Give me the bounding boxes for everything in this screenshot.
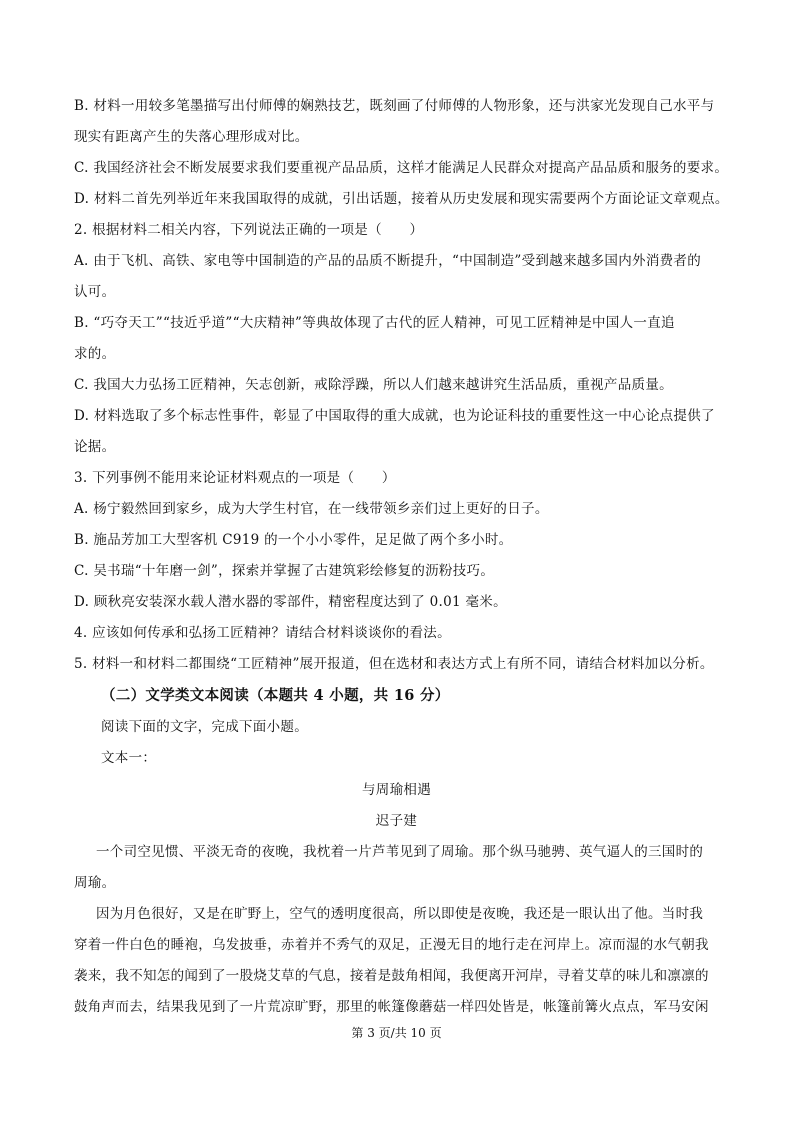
q1-option-b-line1: B. 材料一用较多笔墨描写出付师傅的娴熟技艺，既刻画了付师傅的人物形象，还与洪家光发现自己水平与 xyxy=(74,98,715,114)
article-title: 与周瑜相遇 xyxy=(362,782,431,798)
paragraph-1-line1: 一个司空见惯、平淡无奇的夜晚，我枕着一片芦苇见到了周瑜。那个纵马驰骋、英气逼人的三国时的 xyxy=(96,844,704,860)
page-footer: 第 3 页/共 10 页 xyxy=(351,1026,442,1040)
q3-stem: 3. 下列事例不能用来论证材料观点的一项是（ ） xyxy=(74,470,396,486)
q2-option-a-line2: 认可。 xyxy=(74,284,116,300)
q2-option-d-line2: 论据。 xyxy=(74,439,116,455)
q2-option-b-line2: 求的。 xyxy=(74,346,116,362)
q3-option-c: C. 吴书瑞“十年磨一剑”，探索并掌握了古建筑彩绘修复的沥粉技巧。 xyxy=(74,563,495,579)
q2-option-c: C. 我国大力弘扬工匠精神，矢志创新，戒除浮躁，所以人们越来越讲究生活品质，重视产品质量。 xyxy=(74,377,673,393)
article-author: 迟子建 xyxy=(375,813,418,829)
q3-option-d: D. 顾秋亮安装深水载人潜水器的零部件，精密程度达到了 0.01 毫米。 xyxy=(74,594,507,610)
section-heading: （二）文学类文本阅读（本题共 4 小题，共 16 分） xyxy=(101,687,450,704)
q3-option-b: B. 施品芳加工大型客机 C919 的一个小小零件，足足做了两个多小时。 xyxy=(74,532,513,548)
text-label: 文本一： xyxy=(101,750,157,766)
q3-option-a: A. 杨宁毅然回到家乡，成为大学生村官，在一线带领乡亲们过上更好的日子。 xyxy=(74,501,549,517)
paragraph-2-line3: 袭来，我不知怎的闻到了一股烧艾草的气息，接着是鼓角相闻，我便离开河岸，寻着艾草的味儿和凛凛的 xyxy=(74,968,709,984)
paragraph-1-line2: 周瑜。 xyxy=(74,875,116,891)
q1-option-c: C. 我国经济社会不断发展要求我们要重视产品品质，这样才能满足人民群众对提高产品品质和服务的要求。 xyxy=(74,160,729,176)
paragraph-2-line1: 因为月色很好，又是在旷野上，空气的透明度很高，所以即使是夜晚，我还是一眼认出了他。当时我 xyxy=(96,906,704,922)
q1-option-b-line2: 现实有距离产生的失落心理形成对比。 xyxy=(74,129,309,145)
q1-option-d: D. 材料二首先列举近年来我国取得的成就，引出话题，接着从历史发展和现实需要两个方面论证文章观点。 xyxy=(74,191,729,207)
paragraph-2-line2: 穿着一件白色的睡袍，乌发披垂，赤着并不秀气的双足，正漫无目的地行走在河岸上。凉而湿的水气朝我 xyxy=(74,937,709,953)
q2-stem: 2. 根据材料二相关内容，下列说法正确的一项是（ ） xyxy=(74,222,424,238)
q5: 5. 材料一和材料二都围绕“工匠精神”展开报道，但在选材和表达方式上有所不同，请结合材料加以分析。 xyxy=(74,656,714,672)
q4: 4. 应该如何传承和弘扬工匠精神？请结合材料谈谈你的看法。 xyxy=(74,625,451,641)
reading-instruction: 阅读下面的文字，完成下面小题。 xyxy=(101,719,308,735)
q2-option-b-line1: B. “巧夺天工”“技近乎道”“大庆精神”等典故体现了古代的匠人精神，可见工匠精神是中国人一直追 xyxy=(74,315,675,331)
q2-option-a-line1: A. 由于飞机、高铁、家电等中国制造的产品的品质不断提升，“中国制造”受到越来越多国内外消费者的 xyxy=(74,253,702,269)
paragraph-2-line4: 鼓角声而去，结果我见到了一片荒凉旷野，那里的帐篷像蘑菇一样四处皆是，帐篷前篝火点点，军马安闲 xyxy=(74,999,709,1015)
q2-option-d-line1: D. 材料选取了多个标志性事件，彰显了中国取得的重大成就，也为论证科技的重要性这一中心论点提供了 xyxy=(74,408,715,424)
